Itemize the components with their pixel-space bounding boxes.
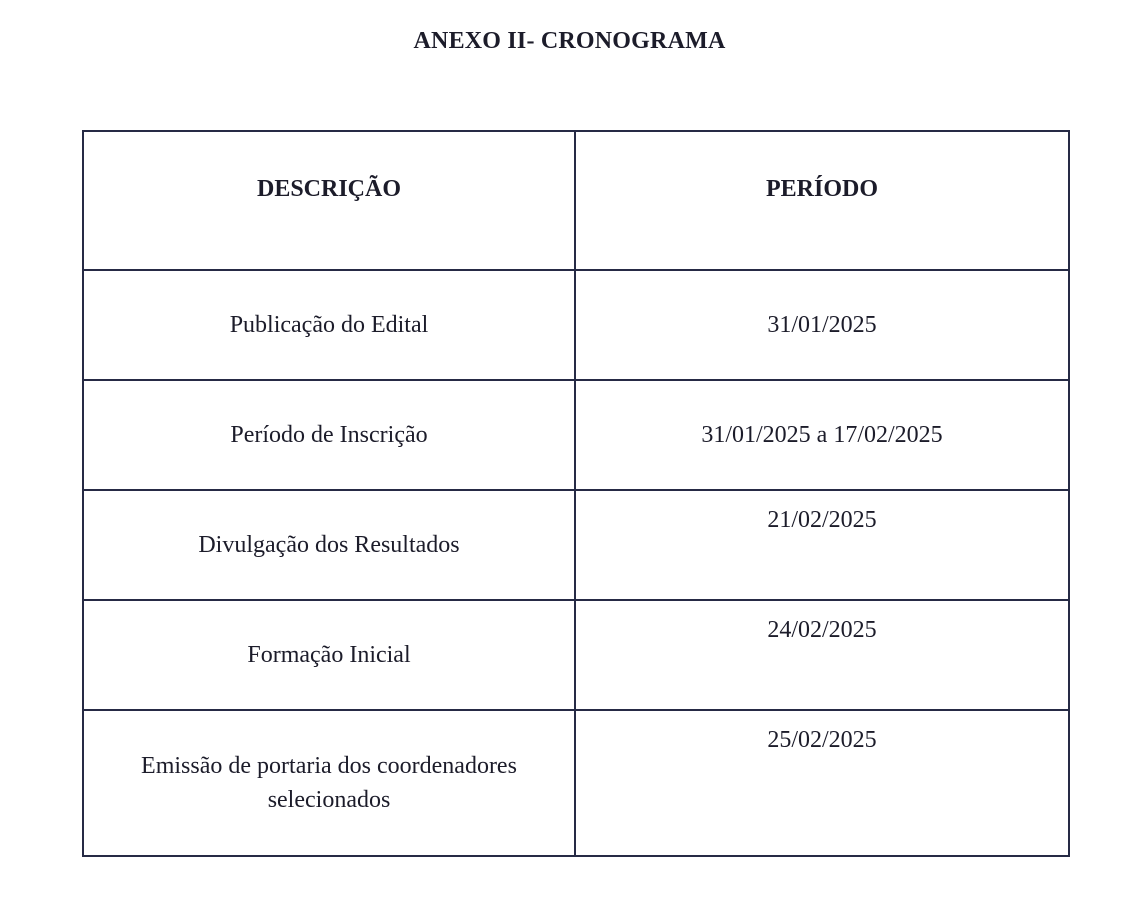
row-period: 31/01/2025	[575, 270, 1069, 380]
row-description: Publicação do Edital	[83, 270, 575, 380]
header-period: PERÍODO	[575, 131, 1069, 270]
table-row	[83, 600, 1069, 710]
schedule-table	[82, 130, 1070, 857]
table-header-row	[83, 131, 1069, 270]
table-row	[83, 710, 1069, 856]
table-row	[83, 380, 1069, 490]
table-row	[83, 270, 1069, 380]
row-description: Formação Inicial	[83, 600, 575, 710]
document-title: ANEXO II- CRONOGRAMA	[413, 28, 726, 54]
row-description: Período de Inscrição	[83, 380, 575, 490]
row-description: Emissão de portaria dos coordenadores selecionados	[83, 710, 575, 856]
row-period: 24/02/2025	[575, 600, 1069, 710]
header-description: DESCRIÇÃO	[83, 131, 575, 270]
row-period: 25/02/2025	[575, 710, 1069, 856]
row-period: 21/02/2025	[575, 490, 1069, 600]
row-period: 31/01/2025 a 17/02/2025	[575, 380, 1069, 490]
row-description: Divulgação dos Resultados	[83, 490, 575, 600]
table-row	[83, 490, 1069, 600]
